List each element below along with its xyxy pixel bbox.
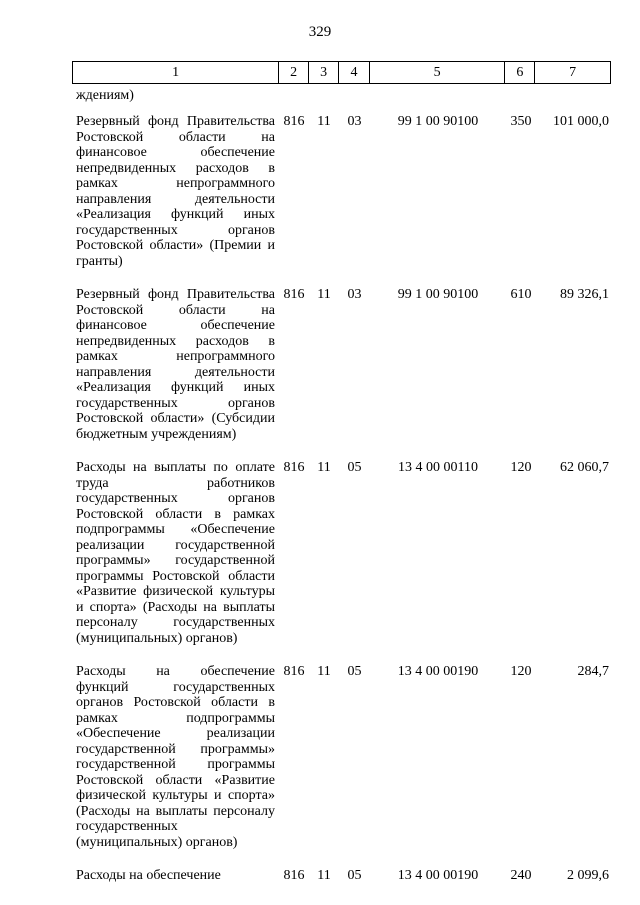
row-expense-type: 240: [510, 868, 532, 883]
row-target-article: 13 4 00 00190: [397, 664, 479, 679]
row-target-article: 99 1 00 90100: [397, 114, 479, 129]
row-ministry-code: 816: [283, 868, 305, 883]
row-subsection: 03: [347, 287, 362, 302]
row-subsection: 05: [347, 460, 362, 475]
row-subsection: 05: [347, 664, 362, 679]
header-col-6: 6: [505, 62, 535, 83]
header-col-2: 2: [279, 62, 309, 83]
row-section: 11: [317, 664, 331, 679]
header-col-7: 7: [569, 65, 577, 80]
row-subsection: 03: [347, 114, 362, 129]
header-col-1: 1: [73, 62, 279, 83]
table-row: [72, 287, 611, 442]
row-section: 11: [317, 868, 331, 883]
row-section: 11: [317, 114, 331, 129]
row-section: 11: [317, 460, 331, 475]
header-col-5: 5: [370, 62, 506, 83]
row-description: Резервный фонд Правительства Ростовской области на финансовое обеспечение непредвиденных расходов в рамках непрограммного направления деятельности «Реализация функций иных государственных органов Ростовской области» (Премии и гранты): [76, 114, 275, 269]
header-col-3: 3: [309, 62, 339, 83]
row-subsection: 05: [347, 868, 362, 883]
table-row: [72, 460, 611, 646]
header-col-4: 4: [339, 62, 370, 83]
page-number: 329: [308, 24, 332, 40]
row-expense-type: 120: [510, 664, 532, 679]
table-row: [72, 868, 611, 884]
row-section: 11: [317, 287, 331, 302]
row-description: Расходы на выплаты по оплате труда работников государственных органов Ростовской области в рамках подпрограммы «Обеспечение реализации государственной программы» государственной программы Ростовской области «Развитие физической культуры и спорта» (Расходы на выплаты персоналу государственных (муниципальных) органов): [76, 460, 275, 646]
row-ministry-code: 816: [283, 287, 305, 302]
row-ministry-code: 816: [283, 664, 305, 679]
row-amount: 284,7: [577, 664, 609, 679]
row-target-article: 13 4 00 00110: [398, 460, 478, 475]
row-description: Расходы на обеспечение функций государственных органов Ростовской области в рамках подпрограммы «Обеспечение реализации государственной программы» государственной программы Ростовской области «Развитие физической культуры и спорта» (Расходы на выплаты персоналу государственных (муниципальных) органов): [76, 664, 275, 850]
table-body: [72, 88, 611, 902]
row-expense-type: 350: [510, 114, 532, 129]
row-amount: 89 326,1: [560, 287, 609, 302]
row-target-article: 99 1 00 90100: [397, 287, 479, 302]
continuation-text: ждениям): [76, 88, 134, 103]
row-description: Расходы на обеспечение: [76, 868, 221, 883]
table-header-row: [72, 61, 611, 84]
row-amount: 62 060,7: [560, 460, 609, 475]
row-description: Резервный фонд Правительства Ростовской области на финансовое обеспечение непредвиденных расходов в рамках непрограммного направления деятельности «Реализация функций иных государственных органов Ростовской области» (Субсидии бюджетным учреждениям): [76, 287, 275, 442]
row-ministry-code: 816: [283, 114, 305, 129]
row-amount: 101 000,0: [553, 114, 609, 129]
row-expense-type: 610: [510, 287, 532, 302]
table-row: [72, 114, 611, 269]
row-ministry-code: 816: [283, 460, 305, 475]
table-row: [72, 664, 611, 850]
row-amount: 2 099,6: [567, 868, 609, 883]
row-target-article: 13 4 00 00190: [397, 868, 479, 883]
row-expense-type: 120: [510, 460, 532, 475]
